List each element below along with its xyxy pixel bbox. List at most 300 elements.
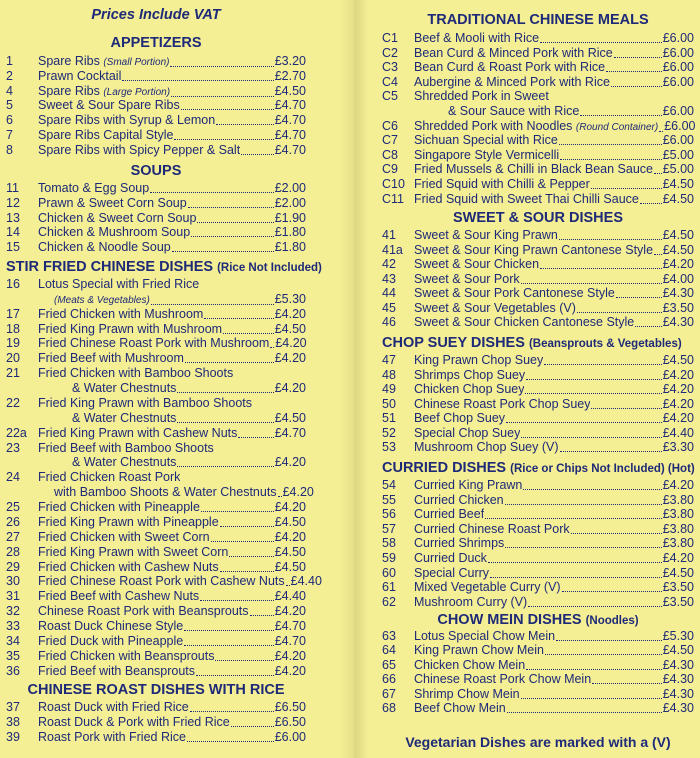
menu-item-name-text: Fried Chinese Roast Pork with Cashew Nuts (38, 574, 285, 589)
menu-item-line (414, 672, 694, 687)
menu-item-name (38, 277, 199, 292)
menu-item-name (414, 580, 561, 595)
menu-item-line (38, 128, 306, 143)
menu-item-name-text: Fried Chicken with Pineapple (38, 500, 200, 515)
menu-item-name-text: Chicken Chow Mein (414, 657, 526, 672)
menu-item-name-text: Chicken & Mushroom Soup (38, 225, 191, 240)
menu-item-line (414, 301, 694, 316)
menu-item (382, 192, 694, 207)
menu-item-name (38, 485, 277, 500)
menu-item-line (38, 589, 306, 604)
dot-leader (559, 144, 662, 145)
menu-item-number: 58 (382, 536, 396, 551)
menu-item-line (414, 382, 694, 397)
menu-item-line (414, 148, 694, 163)
menu-item-price: £4.20 (662, 396, 694, 411)
left-column (6, 0, 322, 758)
menu-item-name-text: Curried King Prawn (414, 478, 523, 492)
menu-item-name (414, 162, 653, 177)
menu-item-name-text: Fried Chicken with Bamboo Shoots (38, 366, 234, 381)
menu-item (6, 336, 306, 351)
menu-item-name (38, 530, 210, 545)
menu-item-name (38, 455, 176, 470)
menu-item-price: £3.80 (662, 507, 694, 522)
menu-item-name-text: Curried Chicken (414, 492, 504, 507)
menu-item-price: £4.20 (282, 485, 314, 500)
menu-item-number: 66 (382, 672, 396, 687)
menu-item-price: £4.20 (274, 455, 306, 470)
menu-item-name-text: Fried Beef with Cashew Nuts (38, 589, 200, 604)
menu-item-number: C4 (382, 74, 398, 89)
menu-item-name (414, 643, 544, 658)
menu-item-name (414, 493, 504, 508)
menu-item (382, 672, 694, 687)
menu-item-number: 41 (382, 228, 396, 242)
dot-leader (185, 362, 274, 363)
dot-leader (571, 533, 662, 534)
menu-item-name-text: Sweet & Sour Pork Cantonese Style (414, 286, 615, 300)
menu-item-name (38, 69, 121, 84)
menu-item-price: £4.20 (274, 351, 306, 366)
menu-item-price: £4.50 (274, 514, 306, 529)
menu-item (382, 580, 694, 595)
menu-item-price: £6.00 (274, 729, 306, 744)
dot-leader (220, 526, 274, 527)
menu-item-name-text: Shredded Pork with Noodles (414, 118, 573, 133)
dot-leader (220, 571, 274, 572)
menu-item-name-text: & Water Chestnuts (72, 410, 177, 425)
menu-item (6, 574, 322, 589)
menu-item-price: £6.00 (662, 74, 694, 89)
menu-item-price: £4.50 (662, 177, 694, 191)
menu-item-name (414, 672, 591, 687)
menu-item-line (38, 381, 306, 396)
menu-item-name-text: Curried Duck (414, 551, 487, 565)
menu-item (382, 243, 694, 258)
dot-leader (184, 645, 274, 646)
menu-item-number: 65 (382, 657, 396, 672)
menu-item-line (414, 192, 694, 207)
menu-item-name (414, 507, 484, 522)
dot-leader (540, 268, 662, 269)
menu-item (6, 700, 306, 715)
menu-item-number: 6 (6, 113, 13, 128)
menu-item (6, 381, 306, 396)
menu-item-price: £4.30 (662, 672, 694, 687)
menu-item-price: £4.50 (662, 242, 694, 257)
menu-item-price: £4.30 (662, 657, 694, 672)
menu-item-line (414, 629, 694, 644)
dot-leader (577, 312, 662, 313)
menu-item-number: 32 (6, 604, 20, 619)
menu-item-name (38, 292, 150, 308)
menu-item-price: £4.30 (662, 686, 694, 701)
menu-item-name-text: Spare Ribs with Spicy Pepper & Salt (38, 142, 241, 157)
menu-item-name-text: Sweet & Sour Vegetables (V) (414, 300, 576, 315)
menu-item-name (38, 181, 149, 196)
menu-item (6, 530, 306, 545)
dot-leader (540, 42, 662, 43)
menu-item-name (38, 664, 195, 679)
menu-item (6, 351, 306, 366)
menu-item-name-text: with Bamboo Shoots & Water Chestnuts (54, 485, 277, 500)
menu-item-name (38, 700, 189, 715)
menu-item-number: 19 (6, 336, 20, 351)
menu-item-name (38, 730, 186, 745)
menu-item-number: 18 (6, 321, 20, 336)
menu-item-note: (Small Portion) (103, 57, 170, 68)
menu-item (6, 560, 306, 575)
dot-leader (521, 437, 661, 438)
menu-item-name (414, 272, 520, 287)
menu-item (382, 595, 694, 610)
menu-item (382, 687, 694, 702)
menu-item-name-text: Beef Chow Mein (414, 701, 506, 715)
menu-item-number: 25 (6, 500, 20, 515)
menu-item (382, 286, 694, 301)
menu-item-name-text: Roast Duck with Fried Rice (38, 700, 189, 714)
menu-item-line (414, 243, 694, 258)
menu-item-line (414, 566, 694, 581)
menu-item-number: 56 (382, 507, 396, 522)
menu-item-price: £4.20 (274, 381, 306, 396)
menu-item-number: 41a (382, 242, 403, 257)
menu-item-name (414, 701, 506, 716)
menu-item-name (414, 536, 504, 551)
menu-item-name (414, 228, 558, 243)
menu-item-line (38, 426, 306, 441)
dot-leader (635, 326, 661, 327)
menu-item (6, 715, 306, 730)
menu-item-name-text: Fried Chicken with Mushroom (38, 306, 204, 321)
menu-item-number: 36 (6, 663, 20, 678)
menu-item-line (414, 272, 694, 287)
menu-item (382, 382, 694, 397)
menu-item-price: £4.70 (274, 619, 306, 633)
menu-item-line (38, 225, 306, 240)
menu-item-line (414, 478, 694, 493)
menu-item-line (38, 196, 306, 211)
menu-item-number: 63 (382, 629, 396, 643)
dot-leader (490, 577, 662, 578)
menu-item-name (38, 211, 196, 226)
menu-item-number: 27 (6, 529, 20, 544)
menu-item-name (414, 257, 539, 272)
menu-item-name-text: Curried Beef (414, 507, 485, 522)
menu-item-price: £4.30 (662, 701, 694, 715)
menu-item-name-text: Sweet & Sour King Prawn (414, 228, 558, 242)
menu-item-line (414, 133, 694, 148)
menu-item-number: 67 (382, 686, 396, 701)
dot-leader (488, 562, 662, 563)
menu-item-number: C6 (382, 118, 398, 133)
section-title-curried-text: CURRIED DISHES (382, 460, 507, 476)
menu-item-name (38, 307, 203, 322)
dot-leader (270, 347, 274, 348)
menu-item-number: 49 (382, 382, 396, 396)
dot-leader (197, 222, 273, 223)
menu-item-name (38, 366, 233, 381)
dot-leader (171, 96, 274, 97)
menu-item-number: 22 (6, 395, 20, 410)
menu-item (382, 536, 694, 551)
menu-item-line (38, 634, 306, 649)
menu-item-line (38, 649, 306, 664)
menu-item-name-text: Sweet & Sour Pork (414, 271, 520, 286)
dot-leader (505, 504, 662, 505)
menu-item-price: £4.50 (662, 353, 694, 367)
menu-item (6, 307, 306, 322)
dot-leader (250, 615, 274, 616)
menu-item-name-text: Fried King Prawn with Mushroom (38, 321, 223, 336)
menu-item-name-text: Chinese Roast Pork Chow Mein (414, 672, 592, 687)
menu-item-line (38, 411, 306, 426)
menu-item-price: £4.50 (274, 544, 306, 559)
menu-item (382, 104, 694, 119)
menu-item-name-text: Curried Shrimps (414, 536, 505, 551)
menu-item-name (414, 595, 527, 610)
menu-item-name-text: Shredded Pork in Sweet (414, 89, 549, 104)
menu-item (6, 277, 306, 292)
menu-item-line (38, 485, 314, 500)
dot-leader (223, 333, 274, 334)
menu-item-number: 33 (6, 619, 20, 633)
menu-item-line (38, 307, 306, 322)
section-title-curried (382, 460, 695, 476)
menu-item-price: £4.70 (274, 425, 306, 440)
menu-item-number: 47 (382, 353, 396, 367)
menu-item (6, 730, 306, 745)
menu-item-name-text: Fried Beef with Bamboo Shoots (38, 440, 214, 455)
menu-item-name (38, 322, 222, 337)
menu-item-name (38, 396, 252, 411)
menu-item-number: 57 (382, 521, 396, 536)
menu-item-number: 8 (6, 142, 13, 157)
menu-item-price: £6.00 (662, 31, 694, 45)
menu-item-line (414, 411, 694, 426)
menu-item-line (414, 353, 694, 368)
menu-item-line (414, 507, 694, 522)
menu-item (6, 515, 306, 530)
dot-leader (151, 304, 274, 305)
menu-item-number: 48 (382, 367, 396, 382)
dot-leader (177, 422, 273, 423)
dot-leader (200, 600, 274, 601)
menu-item-number: 37 (6, 700, 20, 714)
menu-item-name (38, 634, 183, 649)
menu-item-name-text: Mushroom Curry (V) (414, 594, 528, 609)
menu-item-number: 5 (6, 98, 13, 113)
menu-item-price: £5.30 (274, 291, 306, 306)
menu-item-price: £4.70 (274, 142, 306, 157)
dot-leader (559, 239, 662, 240)
menu-item-number: 55 (382, 492, 396, 507)
menu-item-price: £6.00 (662, 45, 694, 60)
menu-item (6, 545, 306, 560)
menu-item-line (38, 515, 306, 530)
menu-item-name (414, 119, 658, 135)
menu-item (382, 272, 694, 287)
menu-item-name (414, 46, 613, 61)
menu-item (6, 634, 306, 649)
menu-item-name-text: Roast Pork with Fried Rice (38, 729, 186, 744)
dot-leader (286, 585, 290, 586)
section-subtitle-curried: (Rice or Chips Not Included) (Hot) (510, 463, 695, 475)
menu-item-price: £4.40 (290, 574, 322, 589)
menu-item-price: £5.00 (662, 147, 694, 162)
menu-item-number: 30 (6, 574, 20, 589)
dot-leader (592, 683, 662, 684)
menu-item-name (38, 411, 176, 426)
menu-item-name (38, 441, 214, 456)
menu-item (6, 619, 306, 634)
menu-item-line (414, 368, 694, 383)
menu-item-line (414, 551, 694, 566)
menu-item-name (414, 629, 555, 644)
dot-leader (231, 726, 274, 727)
menu-item-name (414, 397, 590, 412)
menu-item-number: 45 (382, 300, 396, 315)
dot-leader (238, 437, 273, 438)
menu-item-price: £4.50 (662, 191, 694, 206)
menu-item-name (414, 243, 653, 258)
menu-item-name-text: Fried Chicken Roast Pork (38, 470, 181, 485)
menu-item-name (414, 60, 605, 75)
menu-item-name-text: & Water Chestnuts (72, 455, 177, 470)
menu-item-name (414, 426, 520, 441)
menu-item-name-text: Fried King Prawn with Cashew Nuts (38, 425, 238, 440)
menu-item-line (414, 580, 694, 595)
dot-leader (560, 159, 662, 160)
menu-item-number: 31 (6, 589, 20, 604)
menu-item-price: £4.20 (274, 604, 306, 619)
menu-item-name (38, 196, 187, 211)
menu-item-price: £6.00 (662, 60, 694, 75)
menu-item-price: £4.50 (274, 83, 306, 98)
menu-item-name-text: Fried King Prawn with Pineapple (38, 514, 219, 529)
dot-leader (172, 251, 274, 252)
menu-item (6, 589, 306, 604)
menu-item-price: £4.20 (274, 529, 306, 544)
menu-item-line (38, 700, 306, 715)
menu-item (6, 225, 306, 240)
menu-item-note: (Large Portion) (103, 86, 171, 98)
menu-item (6, 470, 306, 485)
menu-item-price: £2.70 (274, 68, 306, 83)
dot-leader (560, 451, 662, 452)
menu-item-number: 39 (6, 729, 20, 744)
menu-item-line (38, 560, 306, 575)
dot-leader (556, 640, 662, 641)
menu-item-line (414, 257, 694, 272)
section-title-soups: SOUPS (130, 163, 182, 179)
menu-item-name (38, 715, 230, 730)
menu-item (382, 315, 694, 330)
dot-leader (184, 630, 274, 631)
menu-item-price: £3.80 (662, 521, 694, 536)
dot-leader (528, 606, 662, 607)
menu-item-line (38, 730, 306, 745)
menu-item-price: £4.20 (274, 306, 306, 321)
menu-item-name-text: Fried Mussels & Chilli in Black Bean Sauce (414, 162, 653, 177)
dot-leader (616, 297, 662, 298)
menu-item (6, 54, 306, 69)
menu-item-name-text: Curried Chinese Roast Pork (414, 521, 570, 536)
menu-item-name (38, 225, 190, 240)
menu-item-number: 24 (6, 470, 20, 485)
menu-item-line (38, 240, 306, 255)
dot-leader (562, 591, 662, 592)
menu-item-name-text: Roast Duck & Pork with Fried Rice (38, 714, 230, 729)
menu-item (6, 69, 306, 84)
menu-item-name-text: Sichuan Special with Rice (414, 133, 558, 148)
menu-item-name (38, 128, 173, 143)
menu-item (6, 196, 306, 211)
menu-item-price: £4.50 (274, 410, 306, 425)
menu-item-name-text: Sweet & Sour King Prawn Cantonese Style (414, 242, 654, 257)
section-subtitle-chop-suey: (Beansprouts & Vegetables) (528, 338, 682, 350)
menu-item-name-text: Chinese Roast Pork with Beansprouts (38, 604, 249, 619)
dot-leader (521, 283, 662, 284)
menu-item-number: C9 (382, 162, 398, 177)
dot-leader (229, 556, 273, 557)
menu-item-name-text: Lotus Special Chow Mein (414, 629, 556, 643)
menu-item (382, 46, 694, 61)
dot-leader (177, 392, 273, 393)
menu-item-name-text: Fried Duck with Pineapple (38, 633, 184, 648)
dot-leader (241, 154, 274, 155)
dot-leader (506, 422, 662, 423)
menu-item (6, 322, 306, 337)
menu-item-number: 2 (6, 68, 13, 83)
menu-item-name-text: Spare Ribs (38, 83, 100, 98)
menu-item-name (414, 353, 543, 368)
menu-item-price: £4.70 (274, 113, 306, 128)
menu-item-name-text: Chinese Roast Pork Chop Suey (414, 396, 591, 411)
menu-item-line (414, 89, 694, 104)
menu-item (382, 522, 694, 537)
menu-item-name-text: King Prawn Chow Mein (414, 643, 544, 658)
dot-leader (544, 364, 661, 365)
menu-item-number: 15 (6, 240, 20, 255)
menu-item-number: 68 (382, 701, 396, 715)
menu-item-price: £1.80 (274, 225, 306, 240)
menu-item-name (38, 426, 237, 441)
menu-item-number: 34 (6, 633, 20, 648)
menu-item-name (414, 551, 487, 566)
menu-item-name-text: Beef Chop Suey (414, 411, 506, 425)
menu-item-price: £4.70 (274, 633, 306, 648)
menu-item-line (414, 60, 694, 75)
dot-leader (211, 541, 274, 542)
menu-item (6, 664, 306, 679)
menu-item-line (414, 536, 694, 551)
menu-item (6, 366, 306, 381)
menu-item-number: C1 (382, 31, 398, 45)
menu-item (6, 292, 306, 307)
menu-item-name-text: Fried King Prawn with Sweet Corn (38, 544, 229, 559)
menu-item-name-text: Bean Curd & Roast Pork with Rice (414, 60, 606, 75)
menu-item (382, 440, 694, 455)
menu-item-line (414, 426, 694, 441)
menu-item (382, 133, 694, 148)
menu-item-name (414, 315, 634, 330)
menu-item-line (414, 522, 694, 537)
menu-item-name (38, 381, 176, 396)
dot-leader (201, 511, 274, 512)
menu-item-price: £4.50 (662, 565, 694, 580)
menu-item-line (38, 619, 306, 634)
